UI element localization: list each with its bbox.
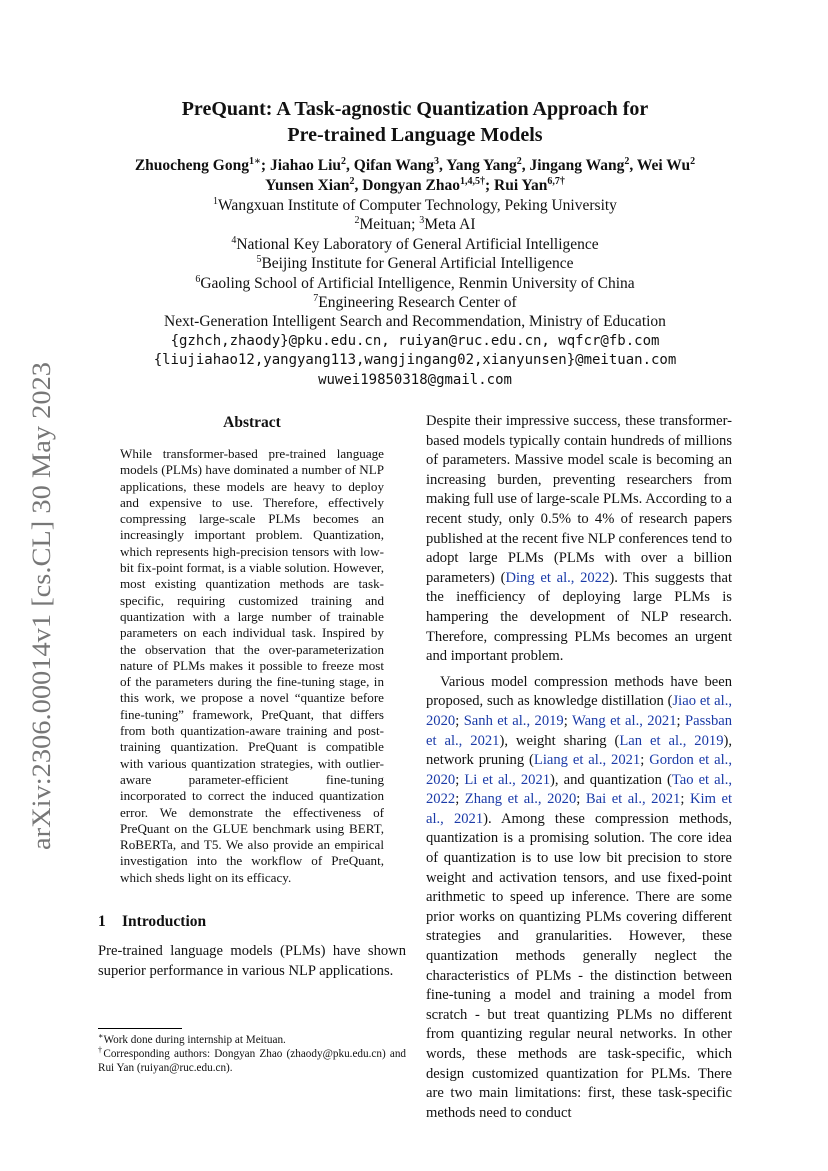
author-note-mark: † (480, 175, 485, 187)
author-line-2 (98, 176, 732, 196)
section-heading-introduction (98, 912, 406, 932)
citation-link[interactable]: Bai et al., 2021 (585, 791, 681, 808)
affiliation-line (98, 293, 732, 312)
arxiv-side-stamp (16, 360, 60, 860)
author-name: Dongyan Zhao (362, 177, 460, 194)
affiliation-line (98, 215, 732, 234)
affiliation-mark: 7 (313, 292, 319, 304)
author-affiliation-mark: 1,4,5 (460, 175, 480, 187)
author-name: Qifan Wang (353, 157, 435, 174)
right-column (426, 412, 732, 1123)
body-text-run: ; (676, 712, 685, 729)
author-affiliation-mark: 6,7 (547, 175, 560, 187)
body-text-run: ; (455, 791, 465, 808)
affiliation-mark: 1 (213, 195, 219, 207)
citation-link[interactable]: Liang et al., 2021 (533, 752, 641, 769)
affiliation-text: National Key Laboratory of General Artificial Intelligence (236, 235, 599, 253)
affiliation-line (98, 196, 732, 215)
citation-link[interactable]: Tao et al., 2022 (426, 771, 732, 808)
body-text-run: ; (563, 712, 572, 729)
citation-link[interactable]: Kim et al., 2021 (426, 791, 732, 827)
author-line-1 (98, 156, 732, 176)
author-list (98, 156, 732, 196)
author-separator: , (629, 157, 637, 174)
affiliation-line (98, 274, 732, 293)
citation-link[interactable]: Passban et al., 2021 (426, 712, 733, 749)
body-text-run: ), and quantization ( (550, 771, 672, 788)
citation-link[interactable]: Jiao et al., 2020 (426, 693, 732, 729)
footnote-mark: † (98, 1045, 104, 1055)
title-line-2: Pre-trained Language Models (287, 124, 543, 146)
body-text-run: ; (455, 712, 464, 729)
affiliation-text: Meta AI (424, 216, 476, 234)
footnote-mark: ∗ (98, 1031, 104, 1041)
author-note-mark: ∗ (253, 155, 261, 167)
footnotes (98, 1028, 406, 1075)
abstract-text: While transformer-based pre-trained language models (PLMs) have dominated a number of NLP applications, these models are heavy to deploy and expensive to use. Therefore, effectively compressing large-scale PLMs becomes an increasingly important problem. Quantization, which represents high-precision tensors with low-bit fix-point format, is a viable solution. However, most existing quantization methods are task-specific, requiring customized training and quantization with a large number of trainable parameters on each individual task. Inspired by the observation that the over-parameterization nature of PLMs makes it possible to freeze most of the parameters during the fine-tuning stage, in this work, we propose a novel “quantize before fine-tuning” framework, PreQuant, that differs from both quantization-aware training and post-training quantization. PreQuant is compatible with various quantization strategies, with outlier-aware parameter-efficient fine-tuning incorporated to correct the induced quantization error. We demonstrate the effectiveness of PreQuant on the GLUE benchmark using BERT, RoBERTa, and T5. We also provide an empirical investigation into the workflow of PreQuant, which sheds light on its efficacy. (120, 446, 384, 885)
footnote (98, 1047, 406, 1075)
citation-link[interactable]: Zhang et al., 2020 (464, 791, 577, 808)
body-text-run: ; (455, 771, 465, 788)
footnote-text: Work done during internship at Meituan. (103, 1034, 286, 1046)
footnote-text: Corresponding authors: Dongyan Zhao (zhaody@pku.edu.cn) and Rui Yan (ruiyan@ruc.edu.cn). (98, 1048, 407, 1074)
citation-link[interactable]: Ding et al., 2022 (505, 569, 610, 586)
author-name: Rui Yan (494, 177, 548, 194)
affiliation-line (98, 312, 732, 331)
citation-link[interactable]: Gordon et al., 2020 (426, 752, 732, 788)
citation-link[interactable]: Lan et al., 2019 (619, 732, 724, 749)
section-title: Introduction (122, 913, 207, 931)
footnote (98, 1033, 406, 1047)
affiliation-text: Gaoling School of Artificial Intelligence, Renmin University of China (200, 274, 635, 292)
citation-link[interactable]: Sanh et al., 2019 (463, 712, 564, 729)
email-line: {liujiahao12,yangyang113,wangjingang02,xianyunsen}@meituan.com (153, 352, 677, 369)
body-text-run: ; (680, 791, 690, 808)
author-affiliation-mark: 2 (690, 155, 696, 167)
author-separator: , (439, 157, 447, 174)
body-text-run: ; (640, 752, 650, 769)
paper-title (98, 96, 732, 148)
affiliation-mark: 3 (419, 215, 425, 227)
affiliation-mark: 6 (195, 273, 201, 285)
body-text-run: ), network pruning ( (426, 732, 733, 769)
right-paragraph-1 (426, 412, 732, 667)
email-line: {gzhch,zhaody}@pku.edu.cn, ruiyan@ruc.edu.cn, wqfcr@fb.com (170, 332, 660, 349)
author-affiliation-mark: 2 (349, 175, 355, 187)
affiliation-text: Next-Generation Intelligent Search and Recommendation, Ministry of Education (164, 313, 666, 331)
author-affiliation-mark: 2 (341, 155, 347, 167)
citation-link[interactable]: Li et al., 2021 (464, 771, 551, 788)
abstract-heading: Abstract (223, 414, 281, 431)
body-text-run: ; (576, 791, 586, 808)
left-column (98, 412, 406, 981)
paper-header (98, 96, 732, 390)
affiliation-line (98, 254, 732, 273)
author-affiliation-mark: 2 (516, 155, 522, 167)
body-text-run: ). This suggests that the inefficiency of deploying large PLMs is hampering the development of NLP research. Therefore, compressing PLMs becomes an urgent and important problem. (426, 569, 732, 665)
affiliation-text: Wangxuan Institute of Computer Technology, Peking University (218, 197, 617, 214)
author-separator: ; (260, 157, 270, 174)
author-affiliation-mark: 3 (434, 155, 440, 167)
body-text-run: ). Among these compression methods, quantization is a promising solution. The core idea of quantization is to use low bit precision to store weight and activation tensors, and use fixed-point arithmetic to speed up inference. There are some prior works on quantizing PLMs covering different strategies and granularities. However, these quantization methods generally neglect the characteristics of PLMs - the distinction between fine-tuning a model and training a model from scratch - but treat quantizing PLMs no different from quantizing regular neural networks. In other words, these methods are task-specific, which design customized quantization for PLMs. There are two main limitations: first, these task-specific methods need to conduct (426, 810, 733, 1121)
author-separator: ; (485, 177, 495, 194)
author-name: Yang Yang (446, 157, 517, 174)
body-text-run: ), weight sharing ( (499, 732, 620, 749)
author-separator: , (521, 157, 530, 174)
arxiv-stamp-text: arXiv:2306.00014v1 [cs.CL] 30 May 2023 (27, 403, 56, 850)
author-separator: , (354, 177, 363, 194)
body-text-run: Despite their impressive success, these transformer-based models typically contain hundreds of millions of parameters. Massive model scale is becoming an increasing burden, preventing researchers from making full use of large-scale PLMs. According to a recent study, only 0.5% to 4% of research papers published at the recent five NLP conferences tend to adopt large PLMs (PLMs with over a billion parameters) ( (426, 413, 732, 586)
author-name: Jiahao Liu (269, 157, 342, 174)
author-name: Yunsen Xian (265, 177, 350, 194)
footnote-list (98, 1033, 406, 1075)
affiliation-text: Engineering Research Center of (318, 294, 517, 312)
affiliation-mark: 5 (256, 254, 262, 266)
footnote-rule (98, 1028, 182, 1029)
email-list (98, 332, 732, 390)
affiliation-list (98, 196, 732, 332)
author-name: Wei Wu (636, 157, 691, 174)
affiliation-mark: 4 (231, 234, 237, 246)
citation-link[interactable]: Wang et al., 2021 (571, 712, 677, 729)
affiliation-line (98, 235, 732, 254)
author-name: Jingang Wang (529, 157, 625, 174)
author-note-mark: † (559, 175, 565, 187)
affiliation-text: Meituan; (359, 216, 420, 234)
affiliation-mark: 2 (354, 215, 360, 227)
intro-paragraph: Pre-trained language models (PLMs) have shown superior performance in various NLP applications. (98, 943, 406, 979)
section-number: 1 (98, 913, 106, 931)
author-affiliation-mark: 2 (624, 155, 630, 167)
author-separator: , (346, 157, 354, 174)
affiliation-text: Beijing Institute for General Artificial Intelligence (261, 255, 574, 273)
title-line-1: PreQuant: A Task-agnostic Quantization Approach for (181, 98, 649, 120)
right-paragraph-2 (426, 673, 732, 1124)
author-affiliation-mark: 1 (248, 155, 254, 167)
email-line: wuwei19850318@gmail.com (318, 371, 512, 388)
body-text-run: Various model compression methods have been proposed, such as knowledge distillation ( (426, 673, 732, 710)
author-name: Zhuocheng Gong (134, 157, 249, 174)
